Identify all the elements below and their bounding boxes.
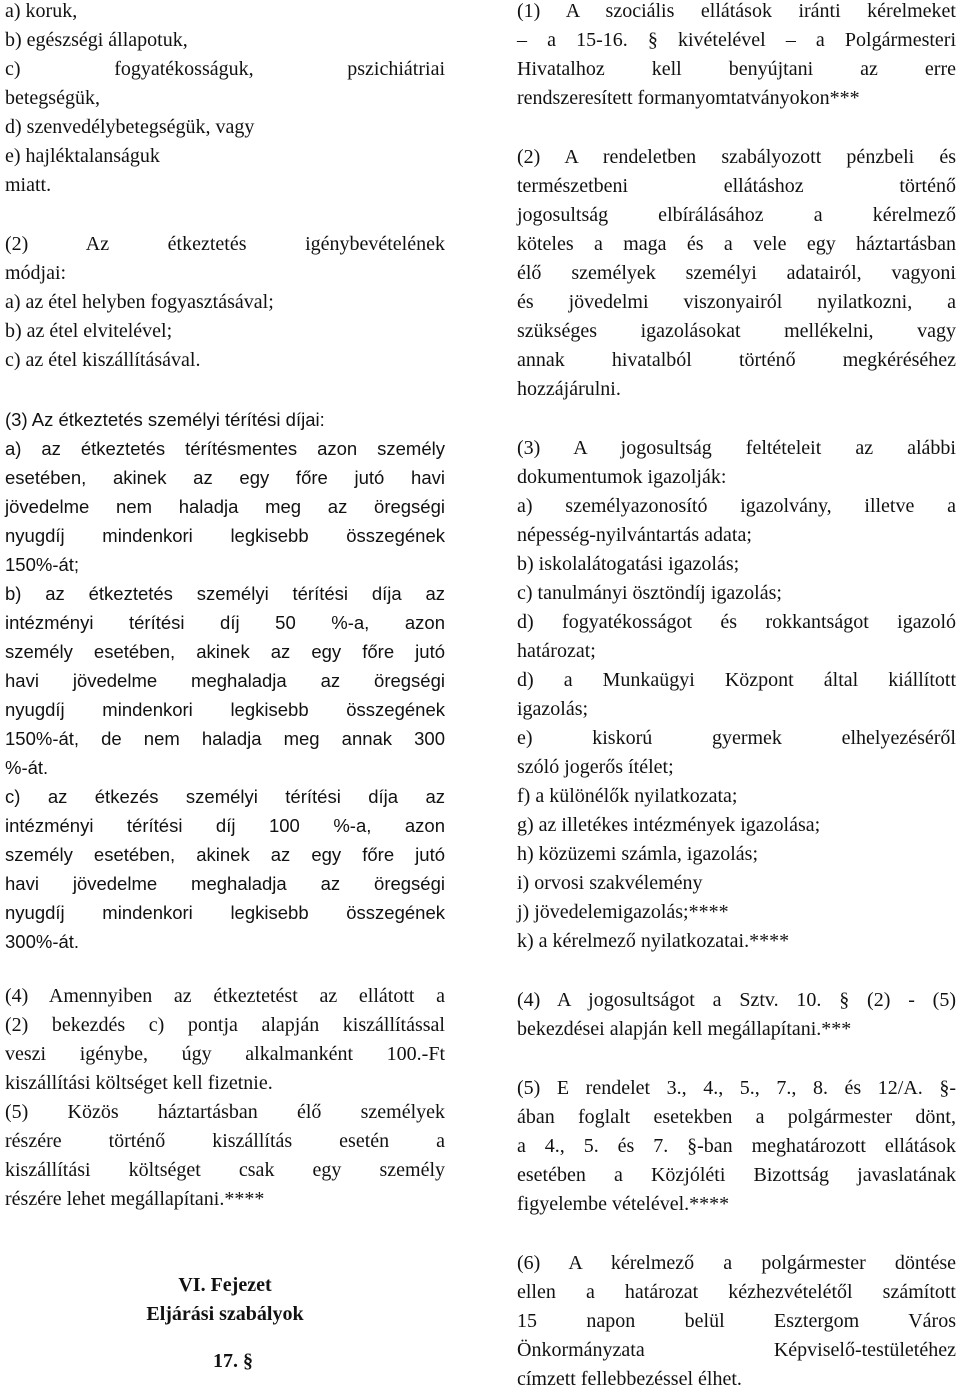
section-number: 17. §: [213, 1350, 253, 1372]
text-line: a) koruk,: [5, 0, 78, 22]
paragraph-subjects-list: [5, 0, 445, 200]
text-line: a) személyazonosító igazolvány, illetve a: [517, 495, 956, 517]
text-line: esetében, akinek az egy főre jutó havi: [5, 467, 445, 488]
text-line: 15 napon belül Esztergom Város: [517, 1310, 956, 1332]
text-line: nyugdíj mindenkori legkisebb összegének: [5, 699, 445, 720]
text-line: betegségük,: [5, 87, 100, 109]
text-line: annak hivatalból történő megkéréséhez: [517, 349, 956, 371]
text-line: 150%-át, de nem haladja meg annak 300: [5, 728, 445, 749]
text-line: személy esetében, akinek az egy főre jutó: [5, 844, 445, 865]
text-line: dokumentumok igazolják:: [517, 466, 727, 488]
paragraph-entitlement-basis: [517, 986, 956, 1044]
text-line: esetében a Közjóléti Bizottság javaslatának: [517, 1164, 956, 1186]
text-line: f) a különélők nyilatkozata;: [517, 785, 738, 807]
text-line: kiszállítási költséget csak egy személy: [5, 1159, 445, 1181]
text-line: népesség-nyilvántartás adata;: [517, 524, 752, 546]
text-line: ában foglalt esetekben a polgármester dönt,: [517, 1106, 956, 1128]
paragraph-delivery-cost: [5, 982, 445, 1214]
text-line: intézményi térítési díj 50 %-a, azon: [5, 612, 445, 633]
text-line: b) iskolalátogatási igazolás;: [517, 553, 740, 575]
text-line: k) a kérelmező nyilatkozatai.****: [517, 930, 790, 952]
text-line: i) orvosi szakvélemény: [517, 872, 703, 894]
left-column: [5, 0, 445, 1376]
text-line: c) az étel kiszállításával.: [5, 349, 201, 371]
text-line: (4) A jogosultságot a Sztv. 10. § (2) - (5): [517, 989, 956, 1011]
paragraph-meal-fees: [5, 405, 445, 956]
text-line: hozzájárulni.: [517, 378, 621, 400]
text-line: a 4., 5. és 7. §-ban meghatározott ellátások: [517, 1135, 956, 1157]
text-line: c) az étkezés személyi térítési díja az: [5, 786, 445, 807]
text-line: részére lehet megállapítani.****: [5, 1188, 265, 1210]
paragraph-declaration-duty: [517, 143, 956, 404]
text-line: a) az étel helyben fogyasztásával;: [5, 291, 274, 313]
paragraph-application-submission: [517, 0, 956, 113]
text-line: személy esetében, akinek az egy főre jutó: [5, 641, 445, 662]
text-line: havi jövedelme meghaladja az öregségi: [5, 670, 445, 691]
text-line: miatt.: [5, 174, 52, 196]
text-line: e) hajléktalanságuk: [5, 145, 160, 167]
text-line: c) tanulmányi ösztöndíj igazolás;: [517, 582, 782, 604]
chapter-heading: VI. Fejezet: [178, 1274, 272, 1296]
text-line: – a 15-16. § kivételével – a Polgármesteri: [517, 29, 956, 51]
text-line: g) az illetékes intézmények igazolása;: [517, 814, 821, 836]
paragraph-required-documents: [517, 434, 956, 956]
text-line: módjai:: [5, 262, 67, 284]
text-line: intézményi térítési díj 100 %-a, azon: [5, 815, 445, 836]
text-line: (5) E rendelet 3., 4., 5., 7., 8. és 12/A. §-: [517, 1077, 956, 1099]
text-line: j) jövedelemigazolás;****: [517, 901, 729, 923]
text-line: Hivatalhoz kell benyújtani az erre: [517, 58, 956, 80]
text-line: élő személyek személyi adatairól, vagyoni: [517, 262, 956, 284]
text-line: jogosultság elbírálásához a kérelmező: [517, 204, 956, 226]
text-line: nyugdíj mindenkori legkisebb összegének: [5, 902, 445, 923]
text-line: c) fogyatékosságuk, pszichiátriai: [5, 58, 445, 80]
text-line: figyelembe vételével.****: [517, 1193, 730, 1215]
text-line: igazolás;: [517, 698, 589, 720]
text-line: szükséges igazolásokat mellékelni, vagy: [517, 320, 956, 342]
text-line: rendszeresített formanyomtatványokon***: [517, 87, 860, 109]
text-line: jövedelme nem haladja meg az öregségi: [5, 496, 445, 517]
text-line: a) az étkeztetés térítésmentes azon személy: [5, 438, 445, 459]
paragraph-meal-modes: [5, 230, 445, 375]
text-line: 300%-át.: [5, 931, 80, 952]
paragraph-appeal: [517, 1249, 956, 1394]
text-line: e) kiskorú gyermek elhelyezéséről: [517, 727, 956, 749]
text-line: %-át.: [5, 757, 49, 778]
text-line: természetbeni ellátáshoz történő: [517, 175, 956, 197]
text-line: havi jövedelme meghaladja az öregségi: [5, 873, 445, 894]
text-line: köteles a maga és a vele egy háztartásban: [517, 233, 956, 255]
text-line: Önkormányzata Képviselő-testületéhez: [517, 1339, 956, 1361]
text-line: bekezdései alapján kell megállapítani.***: [517, 1018, 852, 1040]
text-line: b) az étel elvitelével;: [5, 320, 173, 342]
text-line: címzett fellebbezéssel élhet.: [517, 1368, 742, 1390]
text-line: (2) bekezdés c) pontja alapján kiszállítással: [5, 1014, 445, 1036]
text-line: (2) A rendeletben szabályozott pénzbeli és: [517, 146, 956, 168]
text-line: ellen a határozat kézhezvételétől számított: [517, 1281, 956, 1303]
paragraph-decision-authority: [517, 1074, 956, 1219]
text-line: (1) A szociális ellátások iránti kérelmeket: [517, 0, 956, 22]
text-line: részére történő kiszállítás esetén a: [5, 1130, 445, 1152]
text-line: és jövedelmi viszonyairól nyilatkozni, a: [517, 291, 956, 313]
text-line: kiszállítási költséget kell fizetnie.: [5, 1072, 273, 1094]
text-line: (3) Az étkeztetés személyi térítési díjai:: [5, 409, 325, 430]
chapter-title: Eljárási szabályok: [146, 1303, 304, 1325]
text-line: d) fogyatékosságot és rokkantságot igazoló: [517, 611, 956, 633]
text-line: (3) A jogosultság feltételeit az alábbi: [517, 437, 956, 459]
right-column: [517, 0, 956, 1394]
text-line: h) közüzemi számla, igazolás;: [517, 843, 759, 865]
text-line: (2) Az étkeztetés igénybevételének: [5, 233, 445, 255]
text-line: nyugdíj mindenkori legkisebb összegének: [5, 525, 445, 546]
text-line: (5) Közös háztartásban élő személyek: [5, 1101, 445, 1123]
text-line: 150%-át;: [5, 554, 80, 575]
text-line: b) egészségi állapotuk,: [5, 29, 188, 51]
text-line: d) a Munkaügyi Központ által kiállított: [517, 669, 956, 691]
text-line: b) az étkeztetés személyi térítési díja az: [5, 583, 445, 604]
text-line: veszi igénybe, úgy alkalmanként 100.-Ft: [5, 1043, 445, 1065]
text-line: d) szenvedélybetegségük, vagy: [5, 116, 255, 138]
text-line: határozat;: [517, 640, 596, 662]
text-line: (4) Amennyiben az étkeztetést az ellátott a: [5, 985, 445, 1007]
text-line: szóló jogerős ítélet;: [517, 756, 674, 778]
text-line: (6) A kérelmező a polgármester döntése: [517, 1252, 956, 1274]
